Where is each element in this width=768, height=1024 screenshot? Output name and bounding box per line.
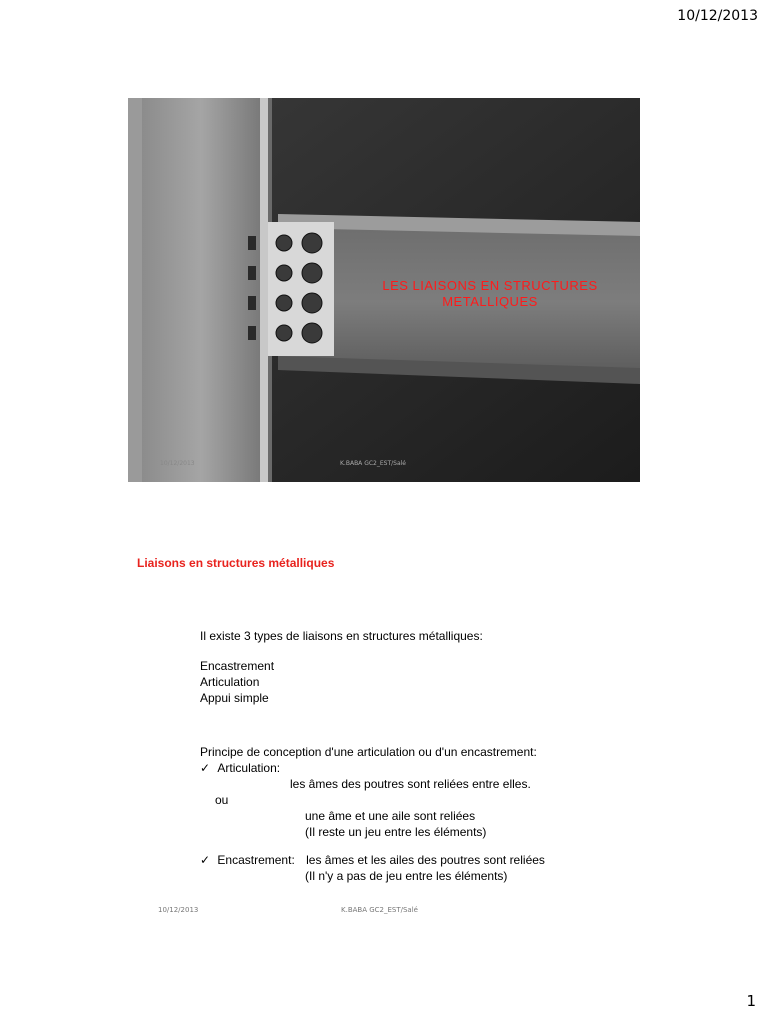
- slide2-footer-author: K.BABA GC2_EST/Salé: [341, 906, 418, 914]
- articulation-alt: une âme et une aile sont reliées: [305, 809, 476, 823]
- articulation-desc: les âmes des poutres sont reliées entre elles.: [290, 777, 531, 791]
- check-icon: ✓: [200, 761, 211, 775]
- articulation-row: [200, 760, 280, 776]
- articulation-note: (Il reste un jeu entre les éléments): [305, 825, 487, 839]
- slide2-footer-date: 10/12/2013: [158, 906, 199, 914]
- slide1-title-line1: LES LIAISONS EN STRUCTURES: [382, 278, 598, 293]
- type-item-articulation: Articulation: [200, 675, 260, 689]
- check-icon: ✓: [200, 853, 211, 867]
- slide1-title-line2: METALLIQUES: [442, 294, 538, 309]
- intro-text: Il existe 3 types de liaisons en structures métalliques:: [200, 629, 483, 643]
- encastrement-label: Encastrement:: [217, 853, 295, 867]
- articulation-label: Articulation:: [217, 761, 281, 775]
- slide1-footer-date: 10/12/2013: [160, 460, 195, 467]
- principle-text: Principe de conception d'une articulation ou d'un encastrement:: [200, 745, 537, 759]
- page-date: 10/12/2013: [677, 8, 758, 24]
- page-number: 1: [746, 992, 756, 1010]
- slide2-title: Liaisons en structures métalliques: [137, 556, 335, 570]
- or-text: ou: [215, 793, 229, 807]
- encastrement-desc: les âmes et les ailes des poutres sont reliées: [306, 853, 545, 867]
- encastrement-note: (Il n'y a pas de jeu entre les éléments): [305, 869, 508, 883]
- slide1-footer-author: K.BABA GC2_EST/Salé: [340, 460, 406, 467]
- slide1-title: [340, 278, 640, 310]
- encastrement-row: [200, 852, 545, 868]
- type-item-encastrement: Encastrement: [200, 659, 275, 673]
- type-item-appui-simple: Appui simple: [200, 691, 269, 705]
